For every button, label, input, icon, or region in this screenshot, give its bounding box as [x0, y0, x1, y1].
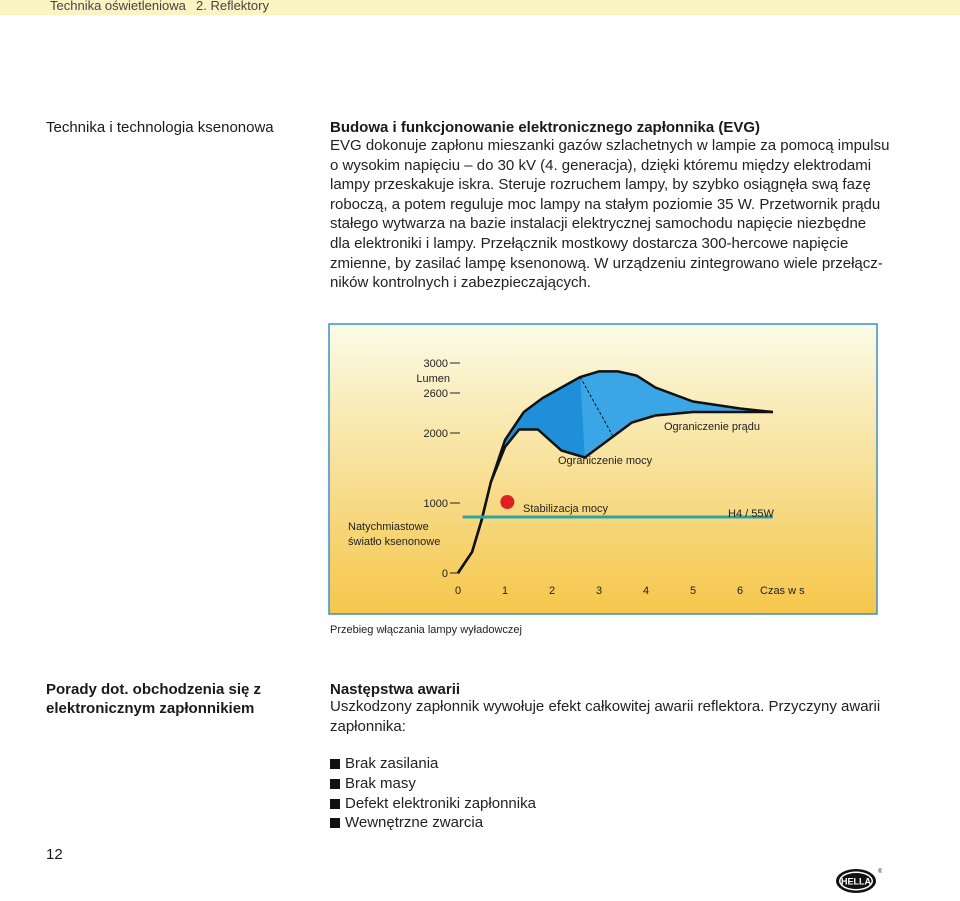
sidebar-topic-xenon: Technika i technologia ksenonowa [46, 119, 274, 136]
x-tick-label: 6 [736, 585, 744, 597]
list-item: Defekt elektroniki zapłonnika [330, 794, 536, 814]
header-section: Technika oświetleniowa [50, 0, 186, 13]
list-item: Wewnętrzne zwarcia [330, 813, 536, 833]
body-line: zmienne, by zasilać lampę ksenonową. W urządzeniu zintegrowano wiele przełącz- [330, 254, 883, 272]
section-heading-evg: Budowa i funkcjonowanie elektronicznego zapłonnika (EVG) [330, 119, 761, 136]
bullet-square-icon [330, 799, 340, 809]
bullet-square-icon [330, 818, 340, 828]
x-tick-label: 0 [454, 585, 462, 597]
y-tick-label: 2600 [423, 388, 448, 400]
x-tick-label: 5 [689, 585, 697, 597]
x-tick-label: 3 [595, 585, 603, 597]
y-tick-label: 1000 [423, 498, 448, 510]
ignition-point [500, 495, 514, 509]
list-item: Brak zasilania [330, 754, 536, 774]
hella-logo-icon [834, 866, 882, 896]
body-line: dla elektroniki i lampy. Przełącznik mostkowy dostarcza 300-hercowe napięcie [330, 234, 849, 252]
page-number: 12 [46, 846, 63, 863]
hella-logo-mark: ® [878, 869, 882, 875]
annotation-current-limit: Ograniczenie prądu [664, 421, 761, 433]
y-axis-label: Lumen [416, 373, 450, 385]
bullet-square-icon [330, 779, 340, 789]
x-tick-label: 2 [548, 585, 556, 597]
annotation-power-stabilization: Stabilizacja mocy [523, 503, 608, 515]
xenon-ignition-chart [328, 323, 878, 615]
y-tick-label: 3000 [423, 358, 448, 370]
chart-svg [328, 323, 878, 615]
section-heading-failure: Następstwa awarii [330, 681, 461, 698]
chart-caption: Przebieg włączania lampy wyładowczej [330, 624, 522, 636]
body-line: zapłonnika: [330, 717, 406, 735]
body-line: o wysokim napięciu – do 30 kV (4. generacja), dzięki któremu między elektrodami [330, 156, 872, 174]
y-tick-label: 2000 [423, 428, 448, 440]
annotation-instant-light-2: światło ksenonowe [348, 536, 441, 548]
bullet-square-icon [330, 759, 340, 769]
x-axis-label: Czas w s [760, 585, 805, 597]
chart-background [329, 324, 877, 614]
section-body-failure [330, 697, 890, 736]
body-line: lampy przeskakuje iskra. Steruje rozruchem lampy, by szybko osiągnęła swą fazę [330, 176, 871, 194]
hella-logo [834, 866, 882, 901]
hella-logo-text: HELLA [841, 876, 871, 887]
body-line: roboczą, a potem reguluje moc lampy na stałym poziomie 35 W. Przetwornik prądu [330, 195, 881, 213]
y-tick-label: 0 [441, 568, 448, 580]
body-line: stałego wytwarza na bazie instalacji elektrycznej samochodu napięcie niezbędne [330, 215, 867, 233]
section-body-evg [330, 136, 890, 293]
body-line: ników kontrolnych i zabezpieczających. [330, 274, 591, 292]
x-tick-label: 4 [642, 585, 650, 597]
body-line: EVG dokonuje zapłonu mieszanki gazów szlachetnych w lampie za pomocą impulsu [330, 137, 890, 154]
header-chapter: 2. Reflektory [196, 0, 269, 13]
list-item: Brak masy [330, 774, 536, 794]
annotation-h4: H4 / 55W [728, 508, 774, 520]
sidebar-topic-ignitor-handling: Porady dot. obchodzenia się z elektronicznym zapłonnikiem [46, 681, 262, 717]
annotation-instant-light: Natychmiastowe [348, 521, 429, 533]
annotation-power-limit: Ograniczenie mocy [558, 455, 653, 467]
body-line: Uszkodzony zapłonnik wywołuje efekt całkowitej awarii reflektora. Przyczyny awarii [330, 698, 881, 715]
page-header [0, 0, 960, 15]
x-tick-label: 1 [501, 585, 509, 597]
failure-causes-list [330, 754, 536, 833]
